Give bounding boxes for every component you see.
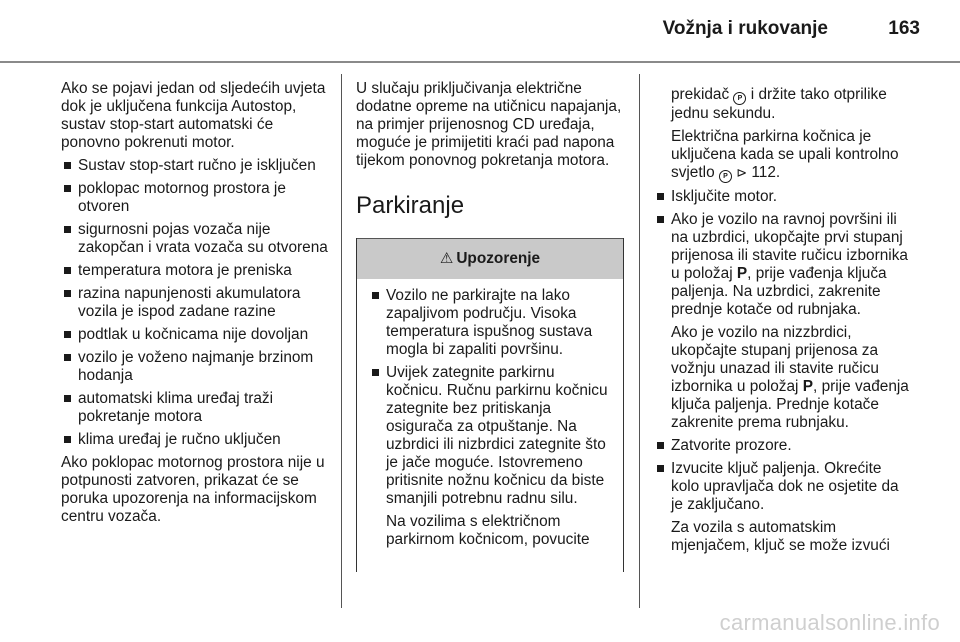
list-item: vozilo je voženo najmanje brzinom hodanja: [61, 349, 329, 385]
list-item: poklopac motornog prostora je otvoren: [61, 180, 329, 216]
list-item: Zatvorite prozore.: [654, 437, 910, 455]
list-item: temperatura motora je preniska: [61, 262, 329, 280]
text-span: , prije vađenja ključa paljenja. Prednje kotače zakrenite prema rubnjaku.: [671, 378, 909, 431]
parking-brake-lamp-icon: P: [719, 170, 732, 183]
col1-list: [61, 157, 329, 449]
warning-list: [369, 287, 613, 549]
warning-header: [357, 238, 623, 279]
text-span: prekidač: [671, 86, 730, 103]
list-item: [369, 364, 613, 549]
continuation-block: [654, 86, 910, 183]
list-item: Vozilo ne parkirajte na lako zapaljivom području. Visoka temperatura ispušnog sustava mogla bi zapaliti površinu.: [369, 287, 613, 359]
warning-box: [356, 238, 624, 572]
warning-triangle-icon: ⚠: [439, 250, 454, 267]
warning-continuation: Na vozilima s električnom parkirnom kočnicom, povucite: [386, 513, 590, 548]
list-item: Sustav stop-start ručno je isključen: [61, 157, 329, 175]
page-number: 163: [888, 18, 920, 39]
gear-position: P: [802, 378, 814, 395]
text-span: , prije vađenja ključa paljenja. Na uzbrdici, zakrenite prednje kotače od rubnjaka.: [671, 265, 887, 318]
list-item: automatski klima uređaj traži pokretanje motora: [61, 390, 329, 426]
gear-position: P: [736, 265, 748, 282]
list-item: Isključite motor.: [654, 188, 910, 206]
continuation-text-2: [671, 128, 910, 183]
parking-brake-lamp-icon: P: [733, 92, 746, 105]
chapter-title: Vožnja i rukovanje: [662, 18, 828, 39]
column-divider-2: [639, 74, 640, 608]
text-span: Ako je vozilo na nizzbrdici, ukopčajte stupanj prijenosa za vožnju unazad ili stavite ručicu izbornika u položaj: [671, 324, 879, 395]
text-span: i držite tako otprilike jednu sekundu.: [671, 86, 887, 122]
section-heading-parkiranje: Parkiranje: [356, 192, 465, 219]
col3-list: [654, 188, 910, 555]
col1-intro: Ako se pojavi jedan od sljedećih uvjeta dok je uključena funkcija Autostop, sustav stop-start automatski će ponovno pokrenuti motor.: [61, 80, 326, 151]
list-item: [654, 211, 910, 432]
header-rule: [0, 61, 960, 63]
column-1: [61, 80, 329, 531]
page-reference-icon: ⊳: [736, 165, 748, 180]
list-item-text: Izvucite ključ paljenja. Okrećite kolo upravljača dok ne osjetite da je zaključano.: [671, 460, 899, 513]
warning-title: Upozorenje: [456, 250, 541, 267]
text-span: Ako je vozilo na ravnoj površini ili na uzbrdici, ukopčajte prvi stupanj prijenosa ili stavite ručicu izbornika u položaj: [671, 211, 908, 282]
list-item: [654, 460, 910, 555]
list-item-text: [671, 211, 910, 319]
list-item: sigurnosni pojas vozača nije zakopčan i vrata vozača su otvorena: [61, 221, 329, 257]
column-3: [654, 86, 910, 560]
col1-outro: Ako poklopac motornog prostora nije u potpunosti zatvoren, prikazat će se poruka upozorenja na informacijskom centru vozača.: [61, 454, 325, 525]
watermark: carmanualsonline.info: [719, 610, 940, 635]
list-item-subparagraph: Za vozila s automatskim mjenjačem, ključ se može izvući: [671, 519, 890, 554]
column-2: [356, 80, 626, 572]
page-reference: 112.: [751, 164, 781, 181]
page-header: [0, 0, 960, 48]
text-span: Električna parkirna kočnica je uključena kada se upali kontrolno svjetlo: [671, 128, 899, 181]
list-item: podtlak u kočnicama nije dovoljan: [61, 326, 329, 344]
continuation-text-1: [671, 86, 910, 123]
list-item-text: Uvijek zategnite parkirnu kočnicu. Ručnu parkirnu kočnicu zategnite bez pritiskanja osigurača za otpuštanje. Na uzbrdici ili nizbrdici zategnite što je jače moguće. Istovremeno pritisnite nožnu kočnicu da biste smanjili potrebnu radnu silu.: [386, 364, 608, 507]
list-item: razina napunjenosti akumulatora vozila je ispod zadane razine: [61, 285, 329, 321]
column-divider-1: [341, 74, 342, 608]
col2-intro: U slučaju priključivanja električne dodatne opreme na utičnicu napajanja, na primjer prijenosnog CD uređaja, moguće je primijetiti kraći pad napona tijekom ponovnog pokretanja motora.: [356, 80, 622, 169]
warning-body: [357, 279, 623, 549]
list-item: klima uređaj je ručno uključen: [61, 431, 329, 449]
list-item-subparagraph: [671, 324, 910, 432]
